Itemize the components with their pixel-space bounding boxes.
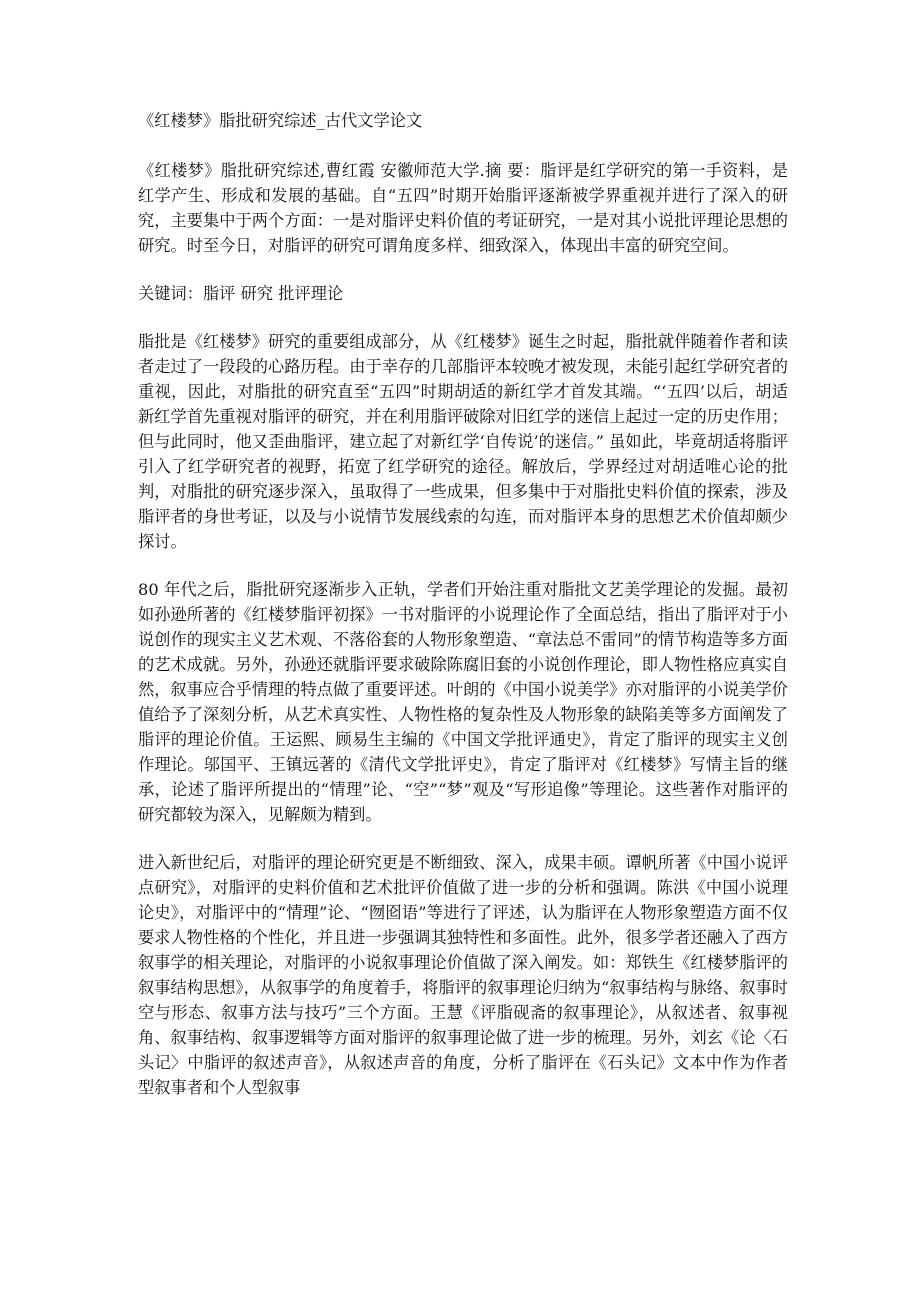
keywords-line: 关键词：脂评 研究 批评理论 [138, 284, 344, 303]
document-page [138, 108, 788, 1123]
body-paragraph-3: 进入新世纪后，对脂评的理论研究更是不断细致、深入，成果丰硕。谭帆所著《中国小说评点研究》，对脂评的史料价值和艺术批评价值做了进一步的分析和强调。陈洪《中国小说理论史》，对脂评中的“情理”论、“囫囵语”等进行了评述，认为脂评在人物形象塑造方面不仅要求人物性格的个性化，并且进一步强调其独特性和多面性。此外，很多学者还融入了西方叙事学的相关理论，对脂评的小说叙事理论价值做了深入阐发。如：郑铁生《红楼梦脂评的叙事结构思想》，从叙事学的角度着手，将脂评的叙事理论归纳为“叙事结构与脉络、叙事时空与形态、叙事方法与技巧”三个方面。王慧《评脂砚斋的叙事理论》，从叙述者、叙事视角、叙事结构、叙事逻辑等方面对脂评的叙事理论做了进一步的梳理。另外，刘玄《论〈石头记〉中脂评的叙述声音》，从叙述声音的角度，分析了脂评在《石头记》文本中作为作者型叙事者和个人型叙事 [138, 853, 788, 1097]
body-paragraph-1: 脂批是《红楼梦》研究的重要组成部分，从《红楼梦》诞生之时起，脂批就伴随着作者和读者走过了一段段的心路历程。由于幸存的几部脂评本较晚才被发现，未能引起红学研究者的重视，因此，对脂批的研究直至“五四”时期胡适的新红学才首发其端。“‘五四’以后，胡适新红学首先重视对脂评的研究，并在利用脂评破除对旧红学的迷信上起过一定的历史作用；但与此同时，他又歪曲脂评，建立起了对新红学‘自传说’的迷信。” 虽如此，毕竟胡适将脂评引入了红学研究者的视野，拓宽了红学研究的途径。解放后，学界经过对胡适唯心论的批判，对脂批的研究逐步深入，虽取得了一些成果，但多集中于对脂批史料价值的探索，涉及脂评者的身世考证，以及与小说情节发展线索的勾连，而对脂评本身的思想艺术价值却颇少探讨。 [138, 332, 788, 551]
body-paragraph-2: 80 年代之后，脂批研究逐渐步入正轨，学者们开始注重对脂批文艺美学理论的发掘。最初如孙逊所著的《红楼梦脂评初探》一书对脂评的小说理论作了全面总结，指出了脂评对于小说创作的现实主义艺术观、不落俗套的人物形象塑造、“章法总不雷同”的情节构造等多方面的艺术成就。另外，孙逊还就脂评要求破除陈腐旧套的小说创作理论，即人物性格应真实自然，叙事应合乎情理的特点做了重要评述。叶朗的《中国小说美学》亦对脂评的小说美学价值给予了深刻分析，从艺术真实性、人物性格的复杂性及人物形象的缺陷美等多方面阐发了脂评的理论价值。王运熙、顾易生主编的《中国文学批评通史》，肯定了脂评的现实主义创作理论。邬国平、王镇远著的《清代文学批评史》，肯定了脂评对《红楼梦》写情主旨的继承，论述了脂评所提出的“情理”论、“空”“梦”观及“写形追像”等理论。这些著作对脂评的研究都较为深入，见解颇为精到。 [138, 580, 788, 824]
abstract-paragraph: 《红楼梦》脂批研究综述,曹红霞 安徽师范大学.摘 要：脂评是红学研究的第一手资料，是红学产生、形成和发展的基础。自“五四”时期开始脂评逐渐被学界重视并进行了深入的研究，主要集中于两个方面：一是对脂评史料价值的考证研究，一是对其小说批评理论思想的研究。时至今日，对脂评的研究可谓角度多样、细致深入，体现出丰富的研究空间。 [138, 161, 788, 255]
document-title: 《红楼梦》脂批研究综述_古代文学论文 [138, 111, 423, 130]
